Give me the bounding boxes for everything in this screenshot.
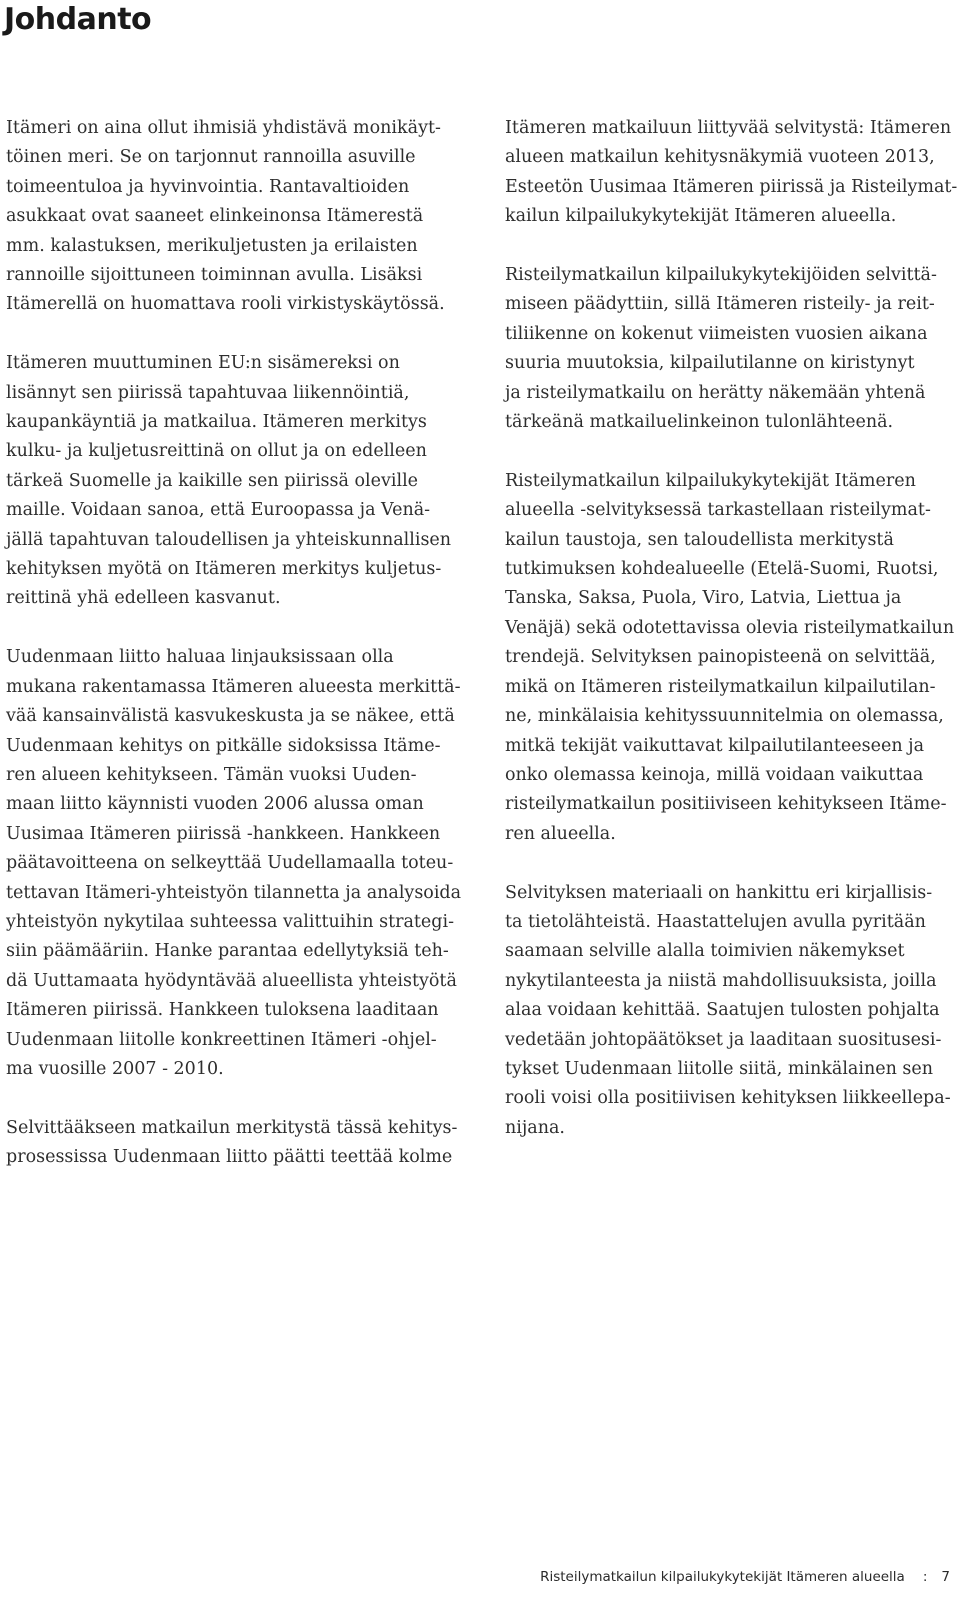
paragraph — [505, 467, 955, 849]
text-line: nijana. — [505, 1117, 565, 1138]
text-line: tettavan Itämeri-yhteistyön tilannetta ja analysoida — [6, 882, 462, 903]
text-line: kailun kilpailukykytekijät Itämeren alueella. — [505, 206, 897, 227]
text-line: siin päämääriin. Hanke parantaa edellytyksiä teh- — [6, 941, 449, 962]
text-line: kailun taustoja, sen taloudellista merkitystä — [505, 529, 894, 550]
text-line: ne, minkälaisia kehityssuunnitelmia on olemassa, — [505, 706, 944, 727]
text-line: ren alueen kehitykseen. Tämän vuoksi Uuden- — [6, 764, 417, 785]
text-line: alueen matkailun kehitysnäkymiä vuoteen 2013, — [505, 147, 935, 168]
paragraph — [505, 261, 955, 437]
text-line: rooli voisi olla positiivisen kehityksen liikkeellepa- — [505, 1088, 951, 1109]
text-line: Itämeren piirissä. Hankkeen tuloksena laaditaan — [6, 1000, 439, 1021]
text-line: mukana rakentamassa Itämeren alueesta merkittä- — [6, 676, 461, 697]
text-line: alueella -selvityksessä tarkastellaan risteilymat- — [505, 500, 931, 521]
text-line: nykytilanteesta ja niistä mahdollisuuksista, joilla — [505, 970, 937, 991]
text-line: Esteetön Uusimaa Itämeren piirissä ja Risteilymat- — [505, 176, 958, 197]
text-line: alaa voidaan kehittää. Saatujen tulosten pohjalta — [505, 1000, 940, 1021]
text-line: töinen meri. Se on tarjonnut rannoilla asuville — [6, 147, 416, 168]
text-line: tärkeä Suomelle ja kaikille sen piirissä oleville — [6, 470, 419, 491]
text-line: kehityksen myötä on Itämeren merkitys kuljetus- — [6, 559, 442, 580]
text-line: vää kansainvälistä kasvukeskusta ja se näkee, että — [6, 706, 455, 727]
paragraph — [6, 643, 466, 1084]
text-line: ma vuosille 2007 - 2010. — [6, 1058, 224, 1079]
text-line: mikä on Itämeren risteilymatkailun kilpailutilan- — [505, 676, 936, 697]
text-line: ja risteilymatkailu on herätty näkemään yhtenä — [505, 382, 926, 403]
text-line: prosessissa Uudenmaan liitto päätti teettää kolme — [6, 1147, 453, 1168]
text-line: mitkä tekijät vaikuttavat kilpailutilanteeseen ja — [505, 735, 925, 756]
text-line: kulku- ja kuljetusreittinä on ollut ja on edelleen — [6, 441, 427, 462]
text-line: ta tietolähteistä. Haastattelujen avulla pyritään — [505, 911, 926, 932]
footer-title: Risteilymatkailun kilpailukykytekijät Itämeren alueella — [540, 1569, 905, 1585]
text-line: Uusimaa Itämeren piirissä -hankkeen. Hankkeen — [6, 823, 441, 844]
text-line: asukkaat ovat saaneet elinkeinonsa Itämerestä — [6, 206, 424, 227]
text-line: vedetään johtopäätökset ja laaditaan suositusesi- — [505, 1029, 942, 1050]
text-line: saamaan selville alalla toimivien näkemykset — [505, 941, 905, 962]
text-line: tykset Uudenmaan liitolle siitä, minkälainen sen — [505, 1058, 934, 1079]
text-line: ren alueella. — [505, 823, 616, 844]
text-line: Itämeri on aina ollut ihmisiä yhdistävä monikäyt- — [6, 118, 441, 138]
text-line: reittinä yhä edelleen kasvanut. — [6, 588, 281, 609]
text-line: tutkimuksen kohdealueelle (Etelä-Suomi, Ruotsi, — [505, 559, 939, 580]
text-line: Risteilymatkailun kilpailukykytekijöiden selvittä- — [505, 265, 937, 286]
footer-separator: : — [922, 1569, 928, 1585]
paragraph — [505, 879, 955, 1144]
text-line: miseen päädyttiin, sillä Itämeren risteily- ja reit- — [505, 294, 935, 315]
text-line: Tanska, Saksa, Puola, Viro, Latvia, Liettua ja — [505, 588, 902, 609]
text-line: dä Uuttamaata hyödyntävää alueellista yhteistyötä — [6, 970, 457, 991]
text-line: Risteilymatkailun kilpailukykytekijät Itämeren — [505, 470, 916, 491]
text-line: mm. kalastuksen, merikuljetusten ja erilaisten — [6, 235, 418, 256]
text-line: Itämeren matkailuun liittyvää selvitystä: Itämeren — [505, 118, 952, 138]
left-column — [6, 114, 466, 1202]
text-line: onko olemassa keinoja, millä voidaan vaikuttaa — [505, 764, 924, 785]
text-line: Venäjä) sekä odotettavissa olevia risteilymatkailun — [505, 617, 955, 638]
text-line: jällä tapahtuvan taloudellisen ja yhteiskunnallisen — [6, 529, 452, 550]
paragraph — [6, 1114, 466, 1173]
text-line: Selvityksen materiaali on hankittu eri kirjallisis- — [505, 882, 933, 903]
text-line: toimeentuloa ja hyvinvointia. Rantavaltioiden — [6, 176, 410, 197]
text-line: tärkeänä matkailuelinkeinon tulonlähteenä. — [505, 412, 894, 433]
text-line: Uudenmaan liitto haluaa linjauksissaan olla — [6, 647, 394, 668]
text-line: rannoille sijoittuneen toiminnan avulla. Lisäksi — [6, 265, 423, 286]
text-line: risteilymatkailun positiiviseen kehitykseen Itäme- — [505, 794, 947, 815]
page-footer — [540, 1568, 950, 1586]
page-heading: Johdanto — [4, 2, 152, 37]
paragraph — [6, 114, 466, 320]
text-line: Itämerellä on huomattava rooli virkistyskäytössä. — [6, 294, 445, 315]
text-line: Selvittääkseen matkailun merkitystä tässä kehitys- — [6, 1117, 458, 1138]
text-line: päätavoitteena on selkeyttää Uudellamaalla toteu- — [6, 853, 454, 874]
text-line: trendejä. Selvityksen painopisteenä on selvittää, — [505, 647, 936, 668]
right-column — [505, 114, 958, 1173]
paragraph — [505, 114, 958, 232]
text-line: maille. Voidaan sanoa, että Euroopassa ja Venä- — [6, 500, 431, 521]
text-line: tiliikenne on kokenut viimeisten vuosien aikana — [505, 323, 928, 344]
text-line: kaupankäyntiä ja matkailua. Itämeren merkitys — [6, 412, 427, 433]
page-number: 7 — [941, 1569, 950, 1585]
text-line: lisännyt sen piirissä tapahtuvaa liikennöintiä, — [6, 382, 410, 403]
paragraph — [6, 349, 466, 614]
text-line: maan liitto käynnisti vuoden 2006 alussa oman — [6, 794, 424, 815]
text-line: Itämeren muuttuminen EU:n sisämereksi on — [6, 353, 400, 374]
text-line: Uudenmaan liitolle konkreettinen Itämeri -ohjel- — [6, 1029, 437, 1050]
text-line: Uudenmaan kehitys on pitkälle sidoksissa Itäme- — [6, 735, 441, 756]
text-line: suuria muutoksia, kilpailutilanne on kiristynyt — [505, 353, 915, 374]
text-line: yhteistyön nykytilaa suhteessa valittuihin strategi- — [6, 911, 455, 932]
